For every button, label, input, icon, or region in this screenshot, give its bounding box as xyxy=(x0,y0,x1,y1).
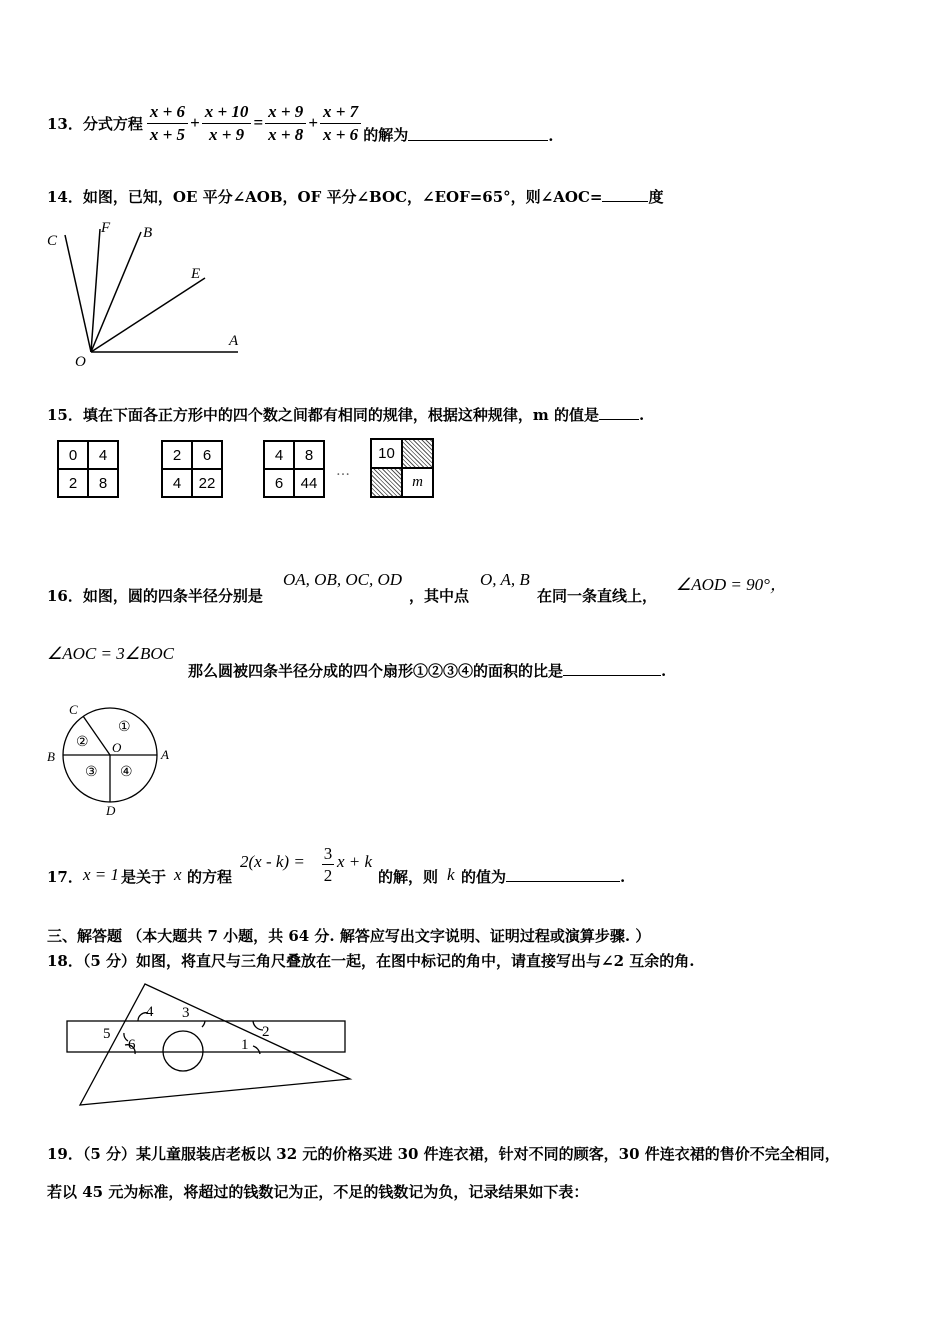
fraction-4 xyxy=(320,101,361,146)
q17-variable: x xyxy=(174,865,182,884)
answer-blank-17[interactable] xyxy=(506,881,620,882)
q17-condition: x = 1 xyxy=(83,865,120,884)
answer-blank-15[interactable] xyxy=(599,419,639,420)
q13-end: . xyxy=(548,127,554,145)
question-13 xyxy=(47,99,553,147)
sector-2-label: ② xyxy=(76,735,89,750)
label-o: O xyxy=(112,740,122,755)
fraction-3 xyxy=(265,101,306,146)
square-3-cell: 6 xyxy=(264,469,294,497)
angle-label-5: 5 xyxy=(103,1026,111,1042)
answer-blank-14[interactable] xyxy=(602,201,648,202)
fraction-4-numerator: x + 7 xyxy=(320,101,361,124)
label-f: F xyxy=(101,220,111,236)
q17-fraction-denominator: 2 xyxy=(323,866,333,885)
square-1-cell: 0 xyxy=(58,441,88,469)
label-o: O xyxy=(75,354,86,370)
sector-1-label: ① xyxy=(118,720,131,735)
angle-label-3: 3 xyxy=(182,1005,190,1021)
question-18: 18．（5 分）如图，将直尺与三角尺叠放在一起，在图中标记的角中，请直接写出与∠2 互余的角. xyxy=(47,952,695,970)
square-4-cell: m xyxy=(402,468,433,497)
angle-1-arc xyxy=(253,1046,260,1054)
fraction-1 xyxy=(147,101,188,146)
square-1-cell: 2 xyxy=(58,469,88,497)
answer-blank-13[interactable] xyxy=(408,140,548,141)
angle-3-arc xyxy=(202,1021,205,1027)
q16-text-2-content: 那么圆被四条半径分成的四个扇形①②③④的面积的比是 xyxy=(188,662,564,680)
ruler-hole xyxy=(163,1031,203,1071)
hatched-cell xyxy=(402,439,433,468)
number-square-4 xyxy=(370,438,434,498)
q16-line: 在同一条直线上， xyxy=(537,587,658,605)
square-1-cell: 8 xyxy=(88,469,118,497)
hatched-cell xyxy=(371,468,402,497)
square-2-cell: 22 xyxy=(192,469,222,497)
ellipsis: … xyxy=(336,463,350,479)
number-square-2 xyxy=(161,440,223,498)
angle-label-1: 1 xyxy=(241,1037,249,1053)
label-a: A xyxy=(161,747,169,762)
label-c: C xyxy=(47,233,58,249)
label-b: B xyxy=(143,225,153,241)
label-b: B xyxy=(47,749,55,764)
square-3-cell: 4 xyxy=(264,441,294,469)
square-2-cell: 4 xyxy=(162,469,192,497)
q17-lhs: 2(x - k) = xyxy=(240,852,305,871)
triangle xyxy=(80,984,350,1105)
fraction-3-numerator: x + 9 xyxy=(265,101,306,124)
q17-fraction-numerator: 3 xyxy=(323,844,333,863)
question-19-line-1: 19．（5 分）某儿童服装店老板以 32 元的价格买进 30 件连衣裙，针对不同的顾客，30 件连衣裙的售价不完全相同， xyxy=(47,1145,840,1163)
number-square-3 xyxy=(263,440,325,498)
q16-points: O, A, B xyxy=(480,570,530,589)
section-heading: 三、解答题 （本大题共 7 小题，共 64 分. 解答应写出文字说明、证明过程或演算步骤. ） xyxy=(47,927,651,945)
ray-oe xyxy=(91,278,205,352)
ruler-triangle-figure xyxy=(60,975,380,1115)
q15-text: 15．填在下面各正方形中的四个数之间都有相同的规律，根据这种规律，m 的值是 xyxy=(47,406,599,424)
equals-sign: = xyxy=(253,113,264,132)
q17-answer xyxy=(461,866,625,887)
fraction-1-numerator: x + 6 xyxy=(147,101,188,124)
label-d: D xyxy=(106,803,116,818)
angle-label-2: 2 xyxy=(262,1024,270,1040)
q16-mid: ，其中点 xyxy=(409,587,470,605)
q13-tail: 的解为 xyxy=(363,126,409,144)
question-14 xyxy=(47,186,663,207)
angle-figure xyxy=(40,215,260,375)
ray-oc xyxy=(65,235,91,352)
square-3-cell: 8 xyxy=(294,441,324,469)
q16-text-2 xyxy=(188,660,666,681)
sector-3-label: ③ xyxy=(85,765,98,780)
sector-4-label: ④ xyxy=(120,765,133,780)
q17-rhs: x + k xyxy=(337,852,373,871)
square-4-cell: 10 xyxy=(371,439,402,468)
q17-label: 17． xyxy=(47,868,83,886)
number-square-1 xyxy=(57,440,119,498)
plus-sign: + xyxy=(308,113,318,132)
q16-radii: OA, OB, OC, OD xyxy=(283,570,402,589)
answer-blank-16[interactable] xyxy=(563,675,661,676)
q17-text-2: 的方程 xyxy=(187,868,233,886)
q16-label: 16．如图，圆的四条半径分别是 xyxy=(47,587,263,605)
q16-angle-2: ∠AOC = 3∠BOC xyxy=(47,644,174,663)
q14-text: 14．如图，已知，OE 平分∠AOB，OF 平分∠BOC，∠EOF=65°，则∠AOC= xyxy=(47,188,603,206)
square-2-cell: 2 xyxy=(162,441,192,469)
angle-label-4: 4 xyxy=(146,1004,154,1020)
q14-tail: 度 xyxy=(648,188,664,206)
q17-text-4: 的值为 xyxy=(461,868,507,886)
question-19-line-2: 若以 45 元为标准，将超过的钱数记为正，不足的钱数记为负，记录结果如下表： xyxy=(47,1183,589,1201)
q17-end: . xyxy=(620,868,626,886)
square-2-cell: 6 xyxy=(192,441,222,469)
fraction-3-denominator: x + 8 xyxy=(268,124,304,144)
fraction-2 xyxy=(202,101,252,146)
angle-label-6: 6 xyxy=(128,1037,136,1053)
q17-k: k xyxy=(447,865,455,884)
plus-sign: + xyxy=(190,113,200,132)
q15-end: . xyxy=(638,406,645,424)
label-c: C xyxy=(69,702,78,717)
label-e: E xyxy=(191,266,201,282)
square-1-cell: 4 xyxy=(88,441,118,469)
q16-end: . xyxy=(661,662,667,680)
question-15 xyxy=(47,404,644,425)
label-a: A xyxy=(229,333,239,349)
fraction-4-denominator: x + 6 xyxy=(323,124,359,144)
q13-label: 13．分式方程 xyxy=(47,114,143,133)
square-3-cell: 44 xyxy=(294,469,324,497)
q16-angle-1: ∠AOD = 90°， xyxy=(676,575,787,594)
fraction-2-denominator: x + 9 xyxy=(209,124,245,144)
fraction-1-denominator: x + 5 xyxy=(149,124,186,144)
fraction-2-numerator: x + 10 xyxy=(202,101,252,124)
q17-text-1: 是关于 xyxy=(121,868,167,886)
q17-text-3: 的解，则 xyxy=(378,868,439,886)
circle-figure xyxy=(40,698,190,823)
